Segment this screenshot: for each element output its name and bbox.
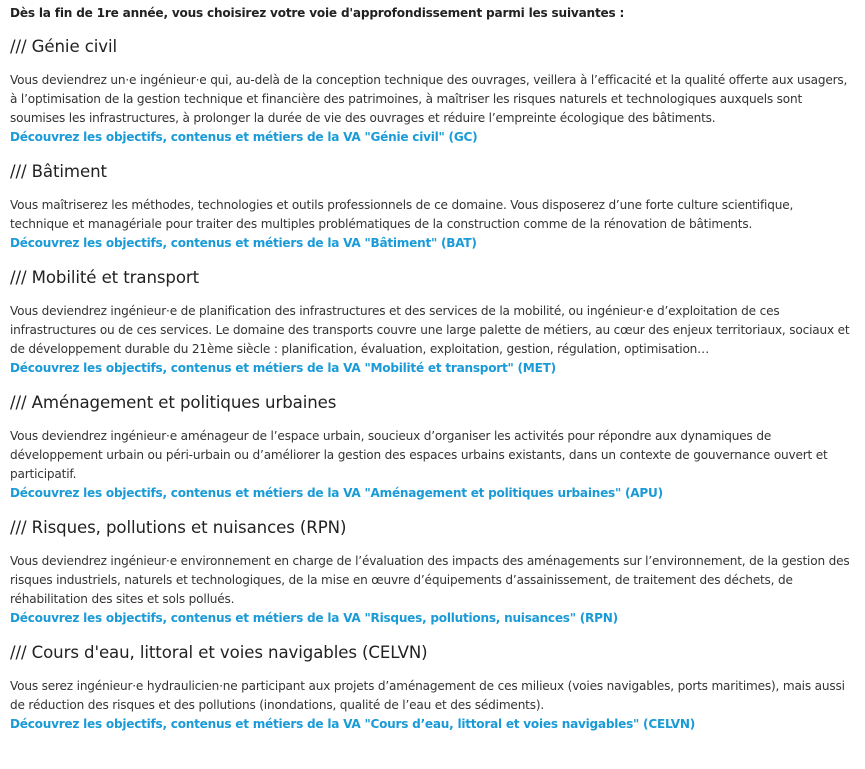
section-description: Vous serez ingénieur·e hydraulicien·ne participant aux projets d’aménagement de ces milieux (voies navigables, ports maritimes), mais aussi de réduction des risques et des pollutions (inondations, qualité de l’eau et des sédiments). — [10, 679, 845, 712]
section-link-apu[interactable]: Découvrez les objectifs, contenus et métiers de la VA "Aménagement et politiques urbaines" (APU) — [10, 486, 663, 500]
section-cours-eau — [10, 643, 855, 734]
section-description: Vous deviendrez ingénieur·e de planification des infrastructures et des services de la mobilité, ou ingénieur·e d’exploitation de ces infrastructures ou de ces services. Le domaine des transports couvre une large palette de métiers, au cœur des enjeux territoriaux, sociaux et de développement durable du 21ème siècle : planification, évaluation, exploitation, gestion, régulation, optimisation… — [10, 304, 850, 356]
section-link-rpn[interactable]: Découvrez les objectifs, contenus et métiers de la VA "Risques, pollutions, nuisances" (RPN) — [10, 611, 618, 625]
section-mobilite-transport — [10, 268, 855, 378]
section-link-bat[interactable]: Découvrez les objectifs, contenus et métiers de la VA "Bâtiment" (BAT) — [10, 236, 477, 250]
section-title: /// Génie civil — [10, 37, 117, 56]
section-link-gc[interactable]: Découvrez les objectifs, contenus et métiers de la VA "Génie civil" (GC) — [10, 130, 478, 144]
section-description: Vous deviendrez ingénieur·e environnement en charge de l’évaluation des impacts des aménagements sur l’environnement, de la gestion des risques industriels, naturels et technologiques, de la mise en œuvre d’équipements d’assainissement, de traitement des déchets, de réhabilitation des sites et sols pollués. — [10, 554, 850, 606]
section-link-met[interactable]: Découvrez les objectifs, contenus et métiers de la VA "Mobilité et transport" (MET) — [10, 361, 556, 375]
section-title: /// Risques, pollutions et nuisances (RPN) — [10, 518, 347, 537]
section-title: /// Mobilité et transport — [10, 268, 200, 287]
section-risques-pollutions — [10, 518, 855, 628]
section-title: /// Cours d'eau, littoral et voies navigables (CELVN) — [10, 643, 428, 662]
section-title: /// Bâtiment — [10, 162, 107, 181]
section-description: Vous deviendrez ingénieur·e aménageur de l’espace urbain, soucieux d’organiser les activités pour répondre aux dynamiques de développement urbain ou péri-urbain ou d’améliorer la gestion des espaces urbains existants, dans un contexte de gouvernance ouvert et participatif. — [10, 429, 828, 481]
section-link-celvn[interactable]: Découvrez les objectifs, contenus et métiers de la VA "Cours d’eau, littoral et voies navigables" (CELVN) — [10, 717, 696, 731]
section-description: Vous deviendrez un·e ingénieur·e qui, au-delà de la conception technique des ouvrages, veillera à l’efficacité et la qualité offerte aux usagers, à l’optimisation de la gestion technique et financière des patrimoines, à maîtriser les risques naturels et technologiques auxquels sont soumises les infrastructures, à prolonger la durée de vie des ouvrages et réduire l’empreinte écologique des bâtiments. — [10, 73, 848, 125]
section-amenagement-urbain — [10, 393, 855, 503]
section-title: /// Aménagement et politiques urbaines — [10, 393, 337, 412]
section-batiment — [10, 162, 855, 253]
section-genie-civil — [10, 37, 855, 147]
intro-text: Dès la fin de 1re année, vous choisirez votre voie d'approfondissement parmi les suivantes : — [10, 6, 625, 20]
section-description: Vous maîtriserez les méthodes, technologies et outils professionnels de ce domaine. Vous disposerez d’une forte culture scientifique, technique et managériale pour traiter des multiples problématiques de la construction comme de la rénovation de bâtiments. — [10, 198, 794, 231]
